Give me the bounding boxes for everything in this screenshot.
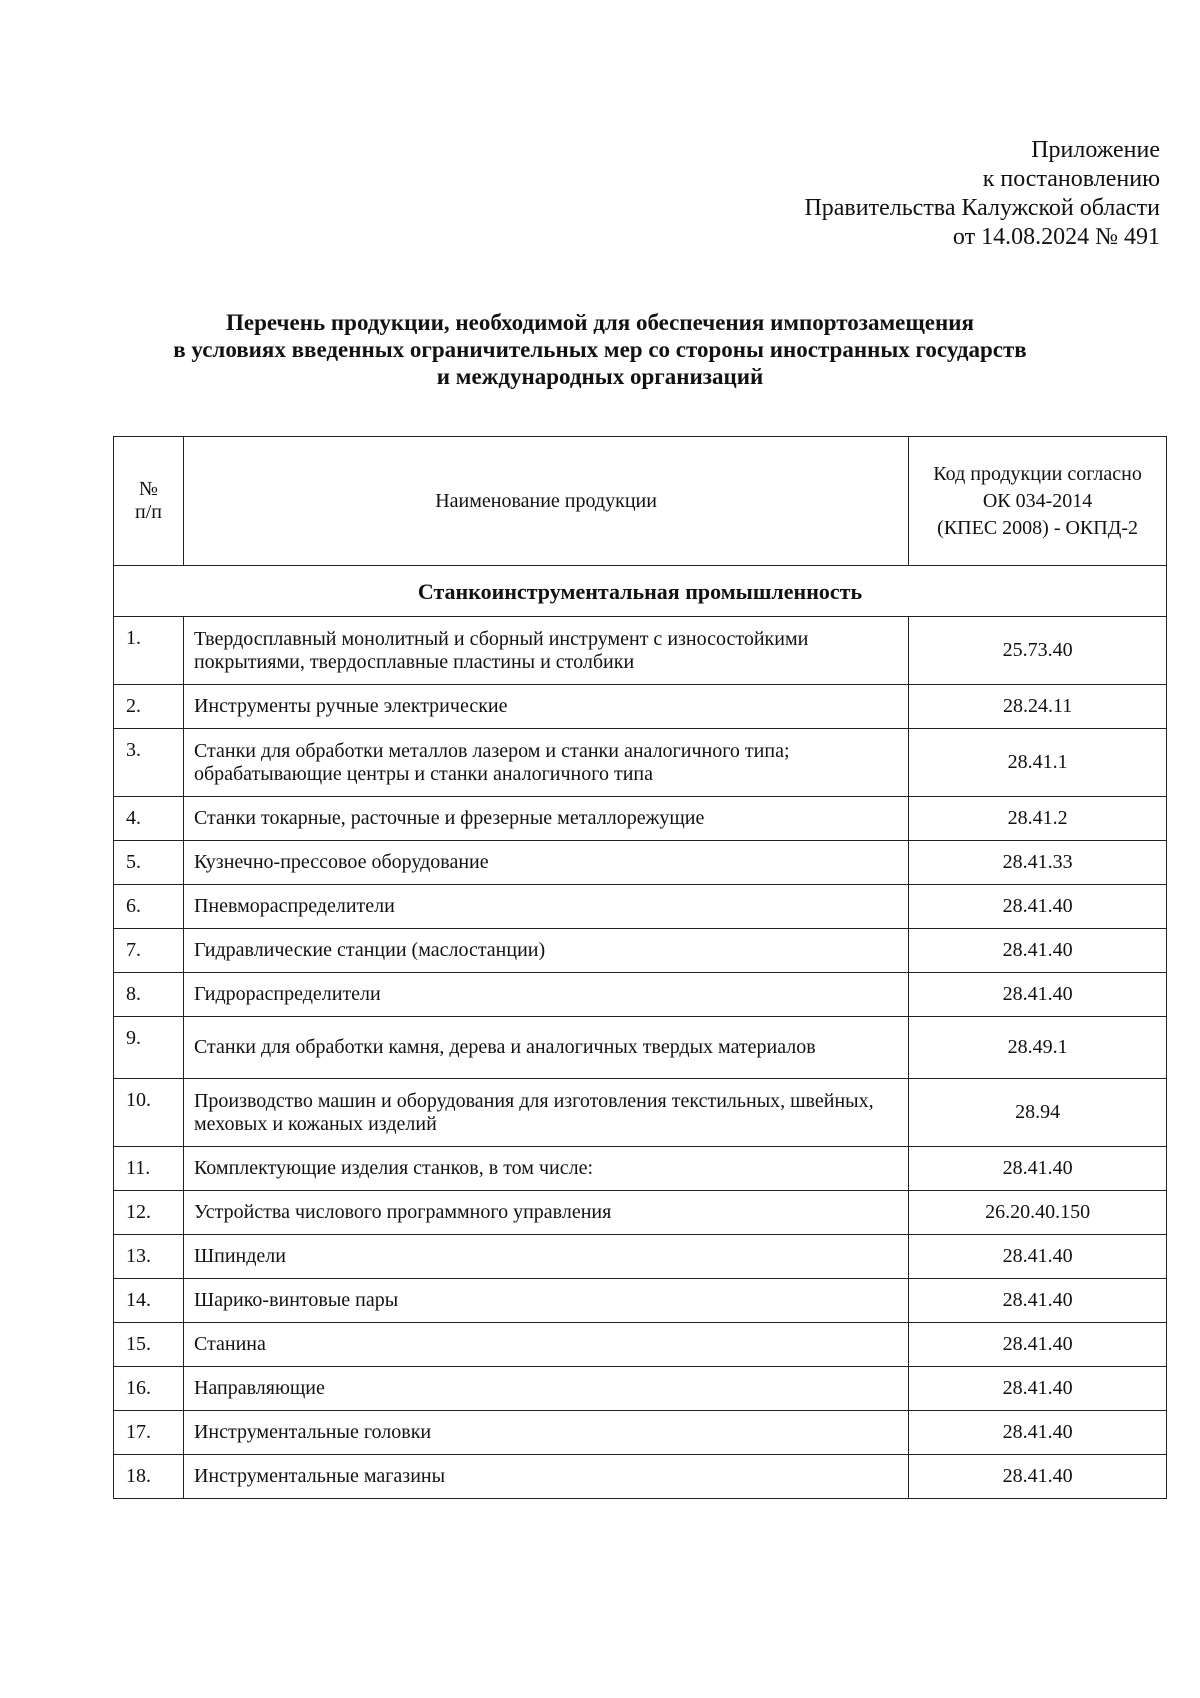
table-row xyxy=(114,1079,1167,1147)
row-product-name: Твердосплавный монолитный и сборный инструмент с износостойкими покрытиями, твердосплавные пластины и столбики xyxy=(183,617,908,685)
row-product-name: Кузнечно-прессовое оборудование xyxy=(183,841,908,885)
table-row xyxy=(114,929,1167,973)
row-product-code: 28.24.11 xyxy=(909,685,1167,729)
resolution-date-number: от 14.08.2024 № 491 xyxy=(952,224,1160,250)
table-row xyxy=(114,1455,1167,1499)
row-number: 3. xyxy=(114,729,184,797)
row-product-name: Инструментальные головки xyxy=(183,1411,908,1455)
table-row xyxy=(114,841,1167,885)
row-product-code: 28.41.40 xyxy=(909,885,1167,929)
row-number: 5. xyxy=(114,841,184,885)
row-number: 13. xyxy=(114,1235,184,1279)
table-header-row xyxy=(114,437,1167,566)
row-product-code: 28.41.2 xyxy=(909,797,1167,841)
row-number: 9. xyxy=(114,1017,184,1079)
table-row xyxy=(114,1235,1167,1279)
row-product-name: Станки токарные, расточные и фрезерные металлорежущие xyxy=(183,797,908,841)
row-number: 16. xyxy=(114,1367,184,1411)
row-product-code: 28.41.40 xyxy=(909,1323,1167,1367)
row-product-name: Комплектующие изделия станков, в том числе: xyxy=(183,1147,908,1191)
header-product-name: Наименование продукции xyxy=(183,437,908,566)
resolution-ref: к постановлению xyxy=(982,166,1160,192)
header-number: № п/п xyxy=(114,437,184,566)
row-product-name: Направляющие xyxy=(183,1367,908,1411)
row-product-name: Гидрораспределители xyxy=(183,973,908,1017)
row-product-name: Шарико-винтовые пары xyxy=(183,1279,908,1323)
row-product-name: Устройства числового программного управления xyxy=(183,1191,908,1235)
row-product-code: 25.73.40 xyxy=(909,617,1167,685)
row-product-code: 28.41.40 xyxy=(909,929,1167,973)
row-number: 10. xyxy=(114,1079,184,1147)
row-product-code: 28.41.40 xyxy=(909,1455,1167,1499)
table-row xyxy=(114,1367,1167,1411)
row-product-name: Инструменты ручные электрические xyxy=(183,685,908,729)
row-product-code: 28.41.40 xyxy=(909,1147,1167,1191)
header-product-code: Код продукции согласно ОК 034-2014 (КПЕС 2008) - ОКПД-2 xyxy=(909,437,1167,566)
table-row xyxy=(114,885,1167,929)
row-product-code: 28.41.40 xyxy=(909,1411,1167,1455)
row-product-code: 28.49.1 xyxy=(909,1017,1167,1079)
row-product-name: Пневмораспределители xyxy=(183,885,908,929)
table-row xyxy=(114,1279,1167,1323)
row-product-code: 28.41.40 xyxy=(909,1367,1167,1411)
row-number: 15. xyxy=(114,1323,184,1367)
row-product-code: 28.41.1 xyxy=(909,729,1167,797)
title-line-3: и международных организаций xyxy=(436,364,764,389)
appendix-header xyxy=(560,136,1160,252)
row-number: 14. xyxy=(114,1279,184,1323)
row-number: 7. xyxy=(114,929,184,973)
row-product-code: 28.94 xyxy=(909,1079,1167,1147)
table-row xyxy=(114,973,1167,1017)
table-row xyxy=(114,729,1167,797)
appendix-label: Приложение xyxy=(1031,137,1160,163)
table-row xyxy=(114,1017,1167,1079)
table-row xyxy=(114,685,1167,729)
row-number: 1. xyxy=(114,617,184,685)
row-product-code: 26.20.40.150 xyxy=(909,1191,1167,1235)
row-product-name: Шпиндели xyxy=(183,1235,908,1279)
row-number: 8. xyxy=(114,973,184,1017)
government-name: Правительства Калужской области xyxy=(804,195,1160,221)
row-product-name: Станки для обработки металлов лазером и станки аналогичного типа; обрабатывающие центры и станки аналогичного типа xyxy=(183,729,908,797)
row-product-name: Инструментальные магазины xyxy=(183,1455,908,1499)
row-product-name: Гидравлические станции (маслостанции) xyxy=(183,929,908,973)
row-product-name: Производство машин и оборудования для изготовления текстильных, швейных, меховых и кожаных изделий xyxy=(183,1079,908,1147)
row-number: 6. xyxy=(114,885,184,929)
row-number: 4. xyxy=(114,797,184,841)
row-number: 12. xyxy=(114,1191,184,1235)
products-table xyxy=(113,436,1167,1499)
row-product-name: Станина xyxy=(183,1323,908,1367)
section-row xyxy=(114,566,1167,617)
row-product-code: 28.41.40 xyxy=(909,1235,1167,1279)
table-row xyxy=(114,1191,1167,1235)
title-line-1: Перечень продукции, необходимой для обеспечения импортозамещения xyxy=(226,310,974,335)
table-row xyxy=(114,1147,1167,1191)
table-row xyxy=(114,1411,1167,1455)
table-row xyxy=(114,1323,1167,1367)
row-product-name: Станки для обработки камня, дерева и аналогичных твердых материалов xyxy=(183,1017,908,1079)
document-title xyxy=(80,309,1120,390)
row-number: 11. xyxy=(114,1147,184,1191)
title-line-2: в условиях введенных ограничительных мер со стороны иностранных государств xyxy=(173,337,1027,362)
row-number: 18. xyxy=(114,1455,184,1499)
table-row xyxy=(114,617,1167,685)
row-product-code: 28.41.40 xyxy=(909,973,1167,1017)
section-title: Станкоинструментальная промышленность xyxy=(114,566,1167,617)
row-product-code: 28.41.40 xyxy=(909,1279,1167,1323)
row-product-code: 28.41.33 xyxy=(909,841,1167,885)
row-number: 2. xyxy=(114,685,184,729)
table-row xyxy=(114,797,1167,841)
row-number: 17. xyxy=(114,1411,184,1455)
